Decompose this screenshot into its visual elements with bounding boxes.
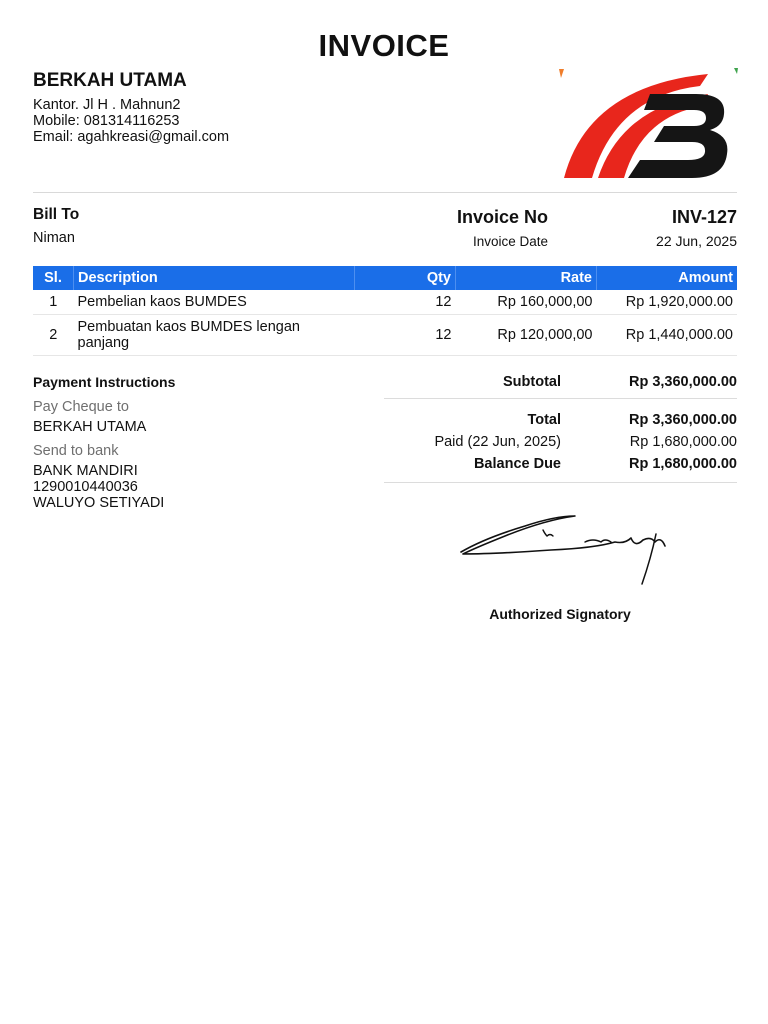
header-description: Description	[74, 266, 355, 290]
invoice-title: INVOICE	[318, 28, 450, 63]
company-name: BERKAH UTAMA	[33, 70, 187, 91]
pay-cheque-to: BERKAH UTAMA	[33, 419, 147, 435]
company-mobile: Mobile: 081314116253	[33, 113, 180, 129]
row-sl: 1	[33, 290, 74, 315]
account-number: 1290010440036	[33, 479, 138, 495]
invoice-date-label: Invoice Date	[472, 234, 548, 249]
row-qty: 12	[355, 315, 456, 356]
bank-name: BANK MANDIRI	[33, 463, 138, 479]
row-sl: 2	[33, 315, 74, 356]
paid-label: Paid (22 Jun, 2025)	[434, 434, 561, 450]
row-description: Pembuatan kaos BUMDES lengan panjang	[74, 315, 355, 356]
invoice-number-label: Invoice No	[456, 207, 548, 227]
row-qty: 12	[355, 290, 456, 315]
balance-due-value: Rp 1,680,000.00	[628, 456, 737, 472]
company-address: Kantor. Jl H . Mahnun2	[33, 97, 181, 113]
summary-divider	[384, 398, 737, 399]
balance-due-label: Balance Due	[473, 456, 561, 472]
subtotal-label: Subtotal	[503, 374, 561, 390]
account-holder: WALUYO SETIYADI	[33, 495, 165, 511]
payment-instructions-title: Payment Instructions	[33, 374, 176, 390]
paid-value: Rp 1,680,000.00	[629, 434, 737, 450]
company-email: Email: agahkreasi@gmail.com	[33, 129, 230, 145]
pay-cheque-label: Pay Cheque to	[33, 399, 129, 415]
row-amount: Rp 1,920,000.00	[597, 290, 738, 315]
authorized-signatory-label: Authorized Signatory	[489, 606, 631, 622]
table-row	[33, 315, 737, 356]
header-divider	[33, 192, 737, 193]
row-rate: Rp 120,000,00	[456, 315, 597, 356]
row-rate: Rp 160,000,00	[456, 290, 597, 315]
table-header-row	[33, 266, 737, 290]
table-row	[33, 290, 737, 315]
company-logo	[558, 66, 740, 182]
header-amount: Amount	[597, 266, 738, 290]
total-label: Total	[527, 412, 561, 428]
send-to-bank-label: Send to bank	[33, 443, 119, 459]
header-qty: Qty	[355, 266, 456, 290]
row-description: Pembelian kaos BUMDES	[74, 290, 355, 315]
subtotal-value: Rp 3,360,000.00	[628, 374, 737, 390]
header-rate: Rate	[456, 266, 597, 290]
bill-to-label: Bill To	[33, 206, 80, 223]
items-table	[33, 266, 737, 356]
summary-bottom-divider	[384, 482, 737, 483]
total-value: Rp 3,360,000.00	[628, 412, 737, 428]
invoice-date: 22 Jun, 2025	[656, 233, 737, 249]
bill-to-name: Niman	[33, 230, 75, 246]
row-amount: Rp 1,440,000.00	[597, 315, 738, 356]
header-sl: Sl.	[33, 266, 74, 290]
handwritten-signature	[455, 508, 675, 590]
invoice-number: INV-127	[671, 207, 737, 227]
